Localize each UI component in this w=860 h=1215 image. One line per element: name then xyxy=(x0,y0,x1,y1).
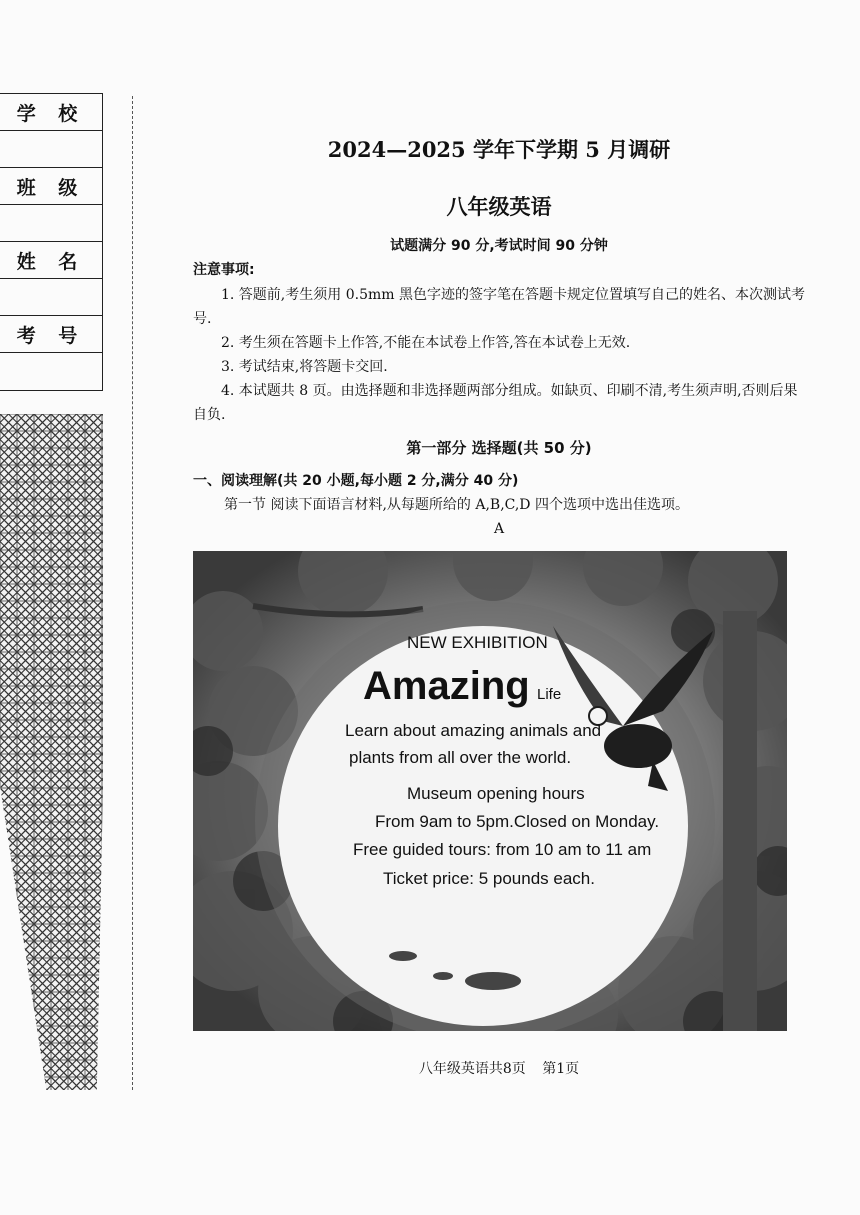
subject-title: 八年级英语 xyxy=(446,195,552,219)
binding-line xyxy=(132,96,133,1090)
poster-line: plants from all over the world. xyxy=(349,748,572,767)
page-number: 第1页 xyxy=(542,1061,580,1077)
poster-line: Museum opening hours xyxy=(407,784,585,803)
poster-line: From 9am to 5pm.Closed on Monday. xyxy=(375,812,660,831)
student-info-table xyxy=(0,93,103,391)
notice-item: 2. 考生须在答题卡上作答,不能在本试卷上作答,答在本试卷上无效. xyxy=(221,335,631,351)
name-label: 姓 名 xyxy=(0,242,102,279)
notice-item: 4. 本试题共 8 页。由选择题和非选择题两部分组成。如缺页、印刷不清,考生须声明,否则后果自负. xyxy=(193,383,798,423)
notice-heading: 注意事项: xyxy=(193,262,255,278)
exam-title: 2024—2025 学年下学期 5 月调研 xyxy=(327,137,671,162)
page-footer xyxy=(138,1058,860,1078)
notice-item: 1. 答题前,考生须用 0.5mm 黑色字迹的签字笔在答题卡规定位置填写自己的姓名、本次测试考号. xyxy=(193,287,805,327)
poster-line: Free guided tours: from 10 am to 11 am xyxy=(353,840,652,859)
page-total: 八年级英语共8页 xyxy=(418,1061,526,1077)
part-heading: 第一部分 选择题(共 50 分) xyxy=(406,439,592,457)
score-info: 试题满分 90 分,考试时间 90 分钟 xyxy=(390,238,608,254)
exam-number-field xyxy=(0,353,102,390)
school-label: 学 校 xyxy=(0,94,102,131)
poster-line: Learn about amazing animals and xyxy=(345,721,602,740)
class-field xyxy=(0,205,102,242)
name-field xyxy=(0,279,102,316)
seal-pattern xyxy=(0,414,103,1090)
notice-item: 3. 考试结束,将答题卡交回. xyxy=(221,359,388,375)
instruction: 第一节 阅读下面语言材料,从每题所给的 A,B,C,D 四个选项中选出佳选项。 xyxy=(224,497,689,513)
school-field xyxy=(0,131,102,168)
poster-headline: Amazing xyxy=(363,664,530,708)
section-heading: 一、阅读理解(共 20 小题,每小题 2 分,满分 40 分) xyxy=(193,473,519,489)
poster-line: Ticket price: 5 pounds each. xyxy=(383,869,595,888)
poster-tag: NEW EXHIBITION xyxy=(407,633,548,652)
passage-label: A xyxy=(493,521,505,537)
poster-headline-small: Life xyxy=(537,686,562,703)
exam-number-label: 考 号 xyxy=(0,316,102,353)
class-label: 班 级 xyxy=(0,168,102,205)
exhibition-poster xyxy=(193,551,787,1031)
